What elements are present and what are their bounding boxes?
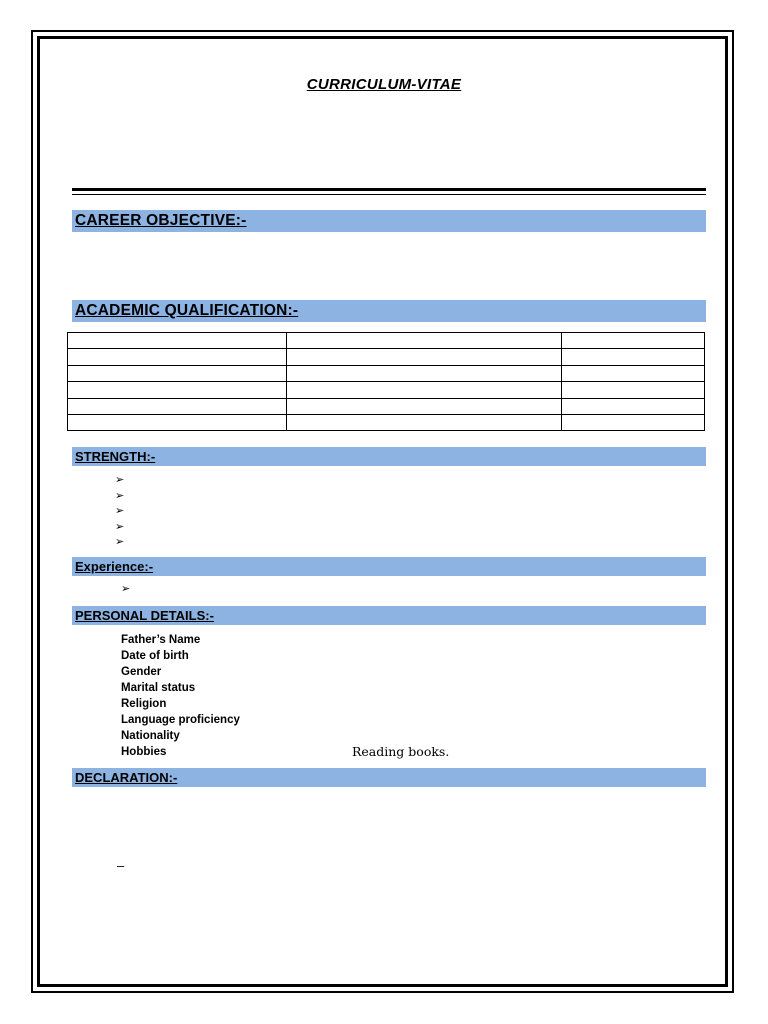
strength-label: STRENGTH:- — [75, 449, 156, 464]
detail-label: Father’s Name — [121, 634, 201, 646]
arrow-bullet-icon: ➢ — [121, 583, 131, 595]
detail-label: Religion — [121, 698, 167, 710]
table-cell — [68, 382, 287, 398]
career-objective-label: CAREER OBJECTIVE:- — [75, 212, 247, 229]
detail-label: Language proficiency — [121, 714, 240, 726]
detail-row — [121, 696, 621, 712]
personal-details-heading — [72, 606, 706, 625]
experience-list — [121, 582, 130, 598]
arrow-bullet-icon: ➢ — [115, 489, 125, 502]
strength-heading — [72, 447, 706, 466]
table-cell — [562, 365, 705, 381]
detail-row-hobbies — [121, 744, 621, 760]
table-row — [68, 398, 705, 414]
career-objective-heading — [72, 210, 706, 232]
academic-qualification-label: ACADEMIC QUALIFICATION:- — [75, 302, 299, 319]
header-rule-thin — [72, 194, 706, 195]
personal-details-label: PERSONAL DETAILS:- — [75, 608, 214, 623]
detail-label: Gender — [121, 666, 162, 678]
detail-row — [121, 728, 621, 744]
detail-label: Date of birth — [121, 650, 189, 662]
table-cell — [68, 333, 287, 349]
arrow-bullet-icon: ➢ — [115, 474, 125, 486]
detail-label: Nationality — [121, 730, 180, 742]
header-rule-thick — [72, 188, 706, 191]
declaration-label: DECLARATION:- — [75, 770, 178, 785]
table-cell — [287, 414, 562, 430]
table-cell — [562, 382, 705, 398]
strength-list — [115, 473, 124, 551]
table-cell — [68, 398, 287, 414]
personal-details-list — [121, 632, 621, 760]
table-row — [68, 365, 705, 381]
detail-row — [121, 632, 621, 648]
table-cell — [287, 365, 562, 381]
table-cell — [68, 414, 287, 430]
table-cell — [68, 365, 287, 381]
arrow-bullet-icon: ➢ — [115, 520, 125, 533]
detail-label: Hobbies — [121, 746, 167, 758]
detail-row — [121, 664, 621, 680]
detail-row — [121, 680, 621, 696]
detail-label: Marital status — [121, 682, 196, 694]
experience-heading — [72, 557, 706, 576]
detail-value: Reading books. — [352, 744, 450, 759]
document-title: CURRICULUM-VITAE — [306, 76, 462, 93]
declaration-heading — [72, 768, 706, 787]
detail-row — [121, 648, 621, 664]
page-border-inner — [37, 36, 728, 987]
experience-label: Experience:- — [75, 559, 154, 574]
table-cell — [68, 349, 287, 365]
table-row — [68, 414, 705, 430]
signature-dash: – — [117, 858, 125, 873]
table-row — [68, 333, 705, 349]
table-cell — [562, 349, 705, 365]
table-cell — [562, 414, 705, 430]
table-row — [68, 382, 705, 398]
table-cell — [287, 349, 562, 365]
detail-row — [121, 712, 621, 728]
table-row — [68, 349, 705, 365]
qualification-table — [67, 332, 705, 431]
academic-qualification-heading — [72, 300, 706, 322]
table-cell — [287, 333, 562, 349]
table-cell — [562, 333, 705, 349]
table-cell — [287, 398, 562, 414]
table-cell — [562, 398, 705, 414]
arrow-bullet-icon: ➢ — [115, 536, 125, 548]
arrow-bullet-icon: ➢ — [115, 505, 125, 517]
table-cell — [287, 382, 562, 398]
